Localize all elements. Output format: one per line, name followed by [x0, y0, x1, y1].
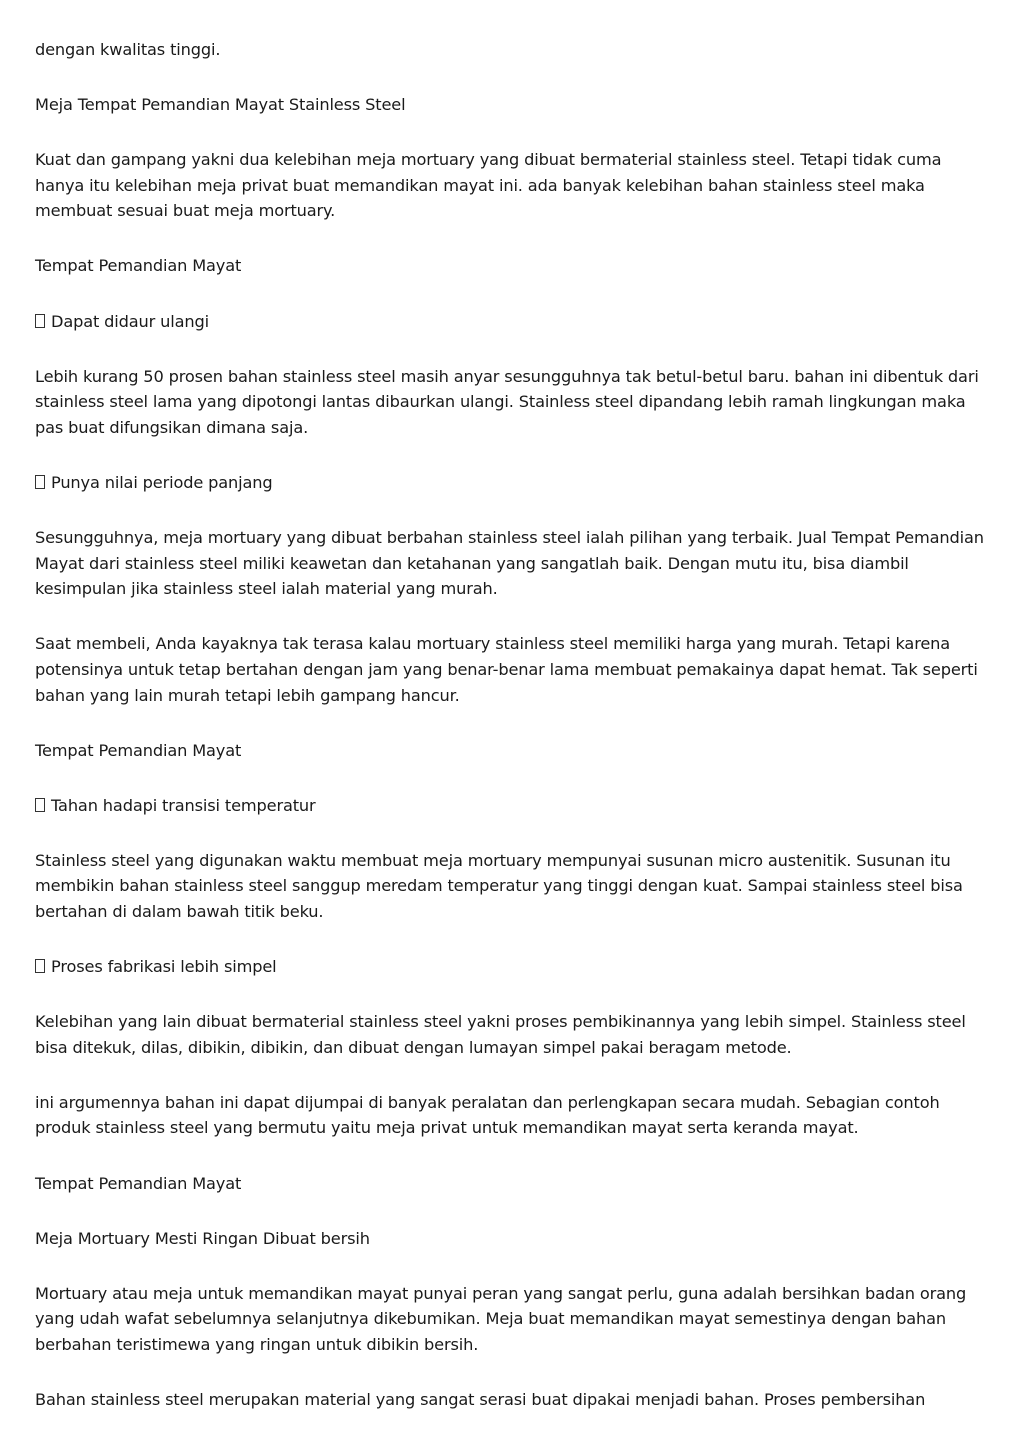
- list-item-nilai-periode: [35, 470, 995, 496]
- paragraph-bahan-serasi: Bahan stainless steel merupakan material yang sangat serasi buat dipakai menjadi bahan. Proses pembersihan: [35, 1390, 926, 1409]
- paragraph-lebih-kurang: Lebih kurang 50 prosen bahan stainless steel masih anyar sesungguhnya tak betul-betul baru. bahan ini dibentuk dari stainless steel lama yang dipotongi lantas dibaurkan ulangi. Stainless steel dipandang lebih ramah lingkungan maka pas buat difungsikan dimana saja.: [35, 366, 979, 437]
- paragraph-mortuary-peran: Mortuary atau meja untuk memandikan mayat punyai peran yang sangat perlu, guna adalah bersihkan badan orang yang udah wafat sebelumnya selanjutnya dikebumikan. Meja buat memandikan mayat semestinya dengan bahan berbahan teristimewa yang ringan untuk dibikin bersih.: [35, 1283, 967, 1354]
- heading-tempat-pemandian-2: Tempat Pemandian Mayat: [35, 740, 242, 760]
- box-bullet-icon: [35, 314, 45, 328]
- box-bullet-icon: [35, 475, 45, 489]
- heading-tempat-pemandian-3: Tempat Pemandian Mayat: [35, 1173, 242, 1193]
- paragraph-intro-end: dengan kwalitas tinggi.: [35, 40, 221, 59]
- box-bullet-icon: [35, 798, 45, 812]
- list-item-didaur-ulangi: [35, 309, 995, 335]
- heading-meja-stainless: Meja Tempat Pemandian Mayat Stainless Steel: [35, 95, 406, 115]
- list-item-label: Proses fabrikasi lebih simpel: [51, 957, 277, 977]
- list-item-label: Punya nilai periode panjang: [51, 472, 273, 492]
- heading-tempat-pemandian-1: Tempat Pemandian Mayat: [35, 256, 242, 276]
- paragraph-kelebihan-lain: Kelebihan yang lain dibuat bermaterial stainless steel yakni proses pembikinannya yang lebih simpel. Stainless steel bisa ditekuk, dilas, dibikin, dibikin, dan dibuat dengan lumayan simpel pakai beragam metode.: [35, 1012, 966, 1057]
- paragraph-saat-membeli: Saat membeli, Anda kayaknya tak terasa kalau mortuary stainless steel memiliki harga yang murah. Tetapi karena potensinya untuk tetap bertahan dengan jam yang benar-benar lama membuat pemakainya dapat hemat. Tak seperti bahan yang lain murah tetapi lebih gampang hancur.: [35, 634, 978, 705]
- paragraph-argumennya: ini argumennya bahan ini dapat dijumpai di banyak peralatan dan perlengkapan secara mudah. Sebagian contoh produk stainless steel yang bermutu yaitu meja privat untuk memandikan mayat serta keranda mayat.: [35, 1092, 940, 1138]
- document-page: [35, 37, 995, 1442]
- heading-meja-mortuary-bersih: Meja Mortuary Mesti Ringan Dibuat bersih: [35, 1228, 370, 1248]
- list-item-label: Dapat didaur ulangi: [51, 311, 209, 331]
- list-item-fabrikasi: [35, 954, 995, 980]
- paragraph-sesungguhnya: Sesungguhnya, meja mortuary yang dibuat berbahan stainless steel ialah pilihan yang terbaik. Jual Tempat Pemandian Mayat dari stainless steel miliki keawetan dan ketahanan yang sangatlah baik. Dengan mutu itu, bisa diambil kesimpulan jika stainless steel ialah material yang murah.: [35, 528, 984, 599]
- paragraph-micro-austenitik: Stainless steel yang digunakan waktu membuat meja mortuary mempunyai susunan micro austenitik. Susunan itu membikin bahan stainless steel sanggup meredam temperatur yang tinggi dengan kuat. Sampai stainless steel bisa bertahan di dalam bawah titik beku.: [35, 850, 963, 921]
- paragraph-kuat-gampang: Kuat dan gampang yakni dua kelebihan meja mortuary yang dibuat bermaterial stainless steel. Tetapi tidak cuma hanya itu kelebihan meja privat buat memandikan mayat ini. ada banyak kelebihan bahan stainless steel maka membuat sesuai buat meja mortuary.: [35, 150, 942, 221]
- list-item-label: Tahan hadapi transisi temperatur: [51, 795, 316, 815]
- list-item-transisi-temperatur: [35, 793, 995, 819]
- box-bullet-icon: [35, 959, 45, 973]
